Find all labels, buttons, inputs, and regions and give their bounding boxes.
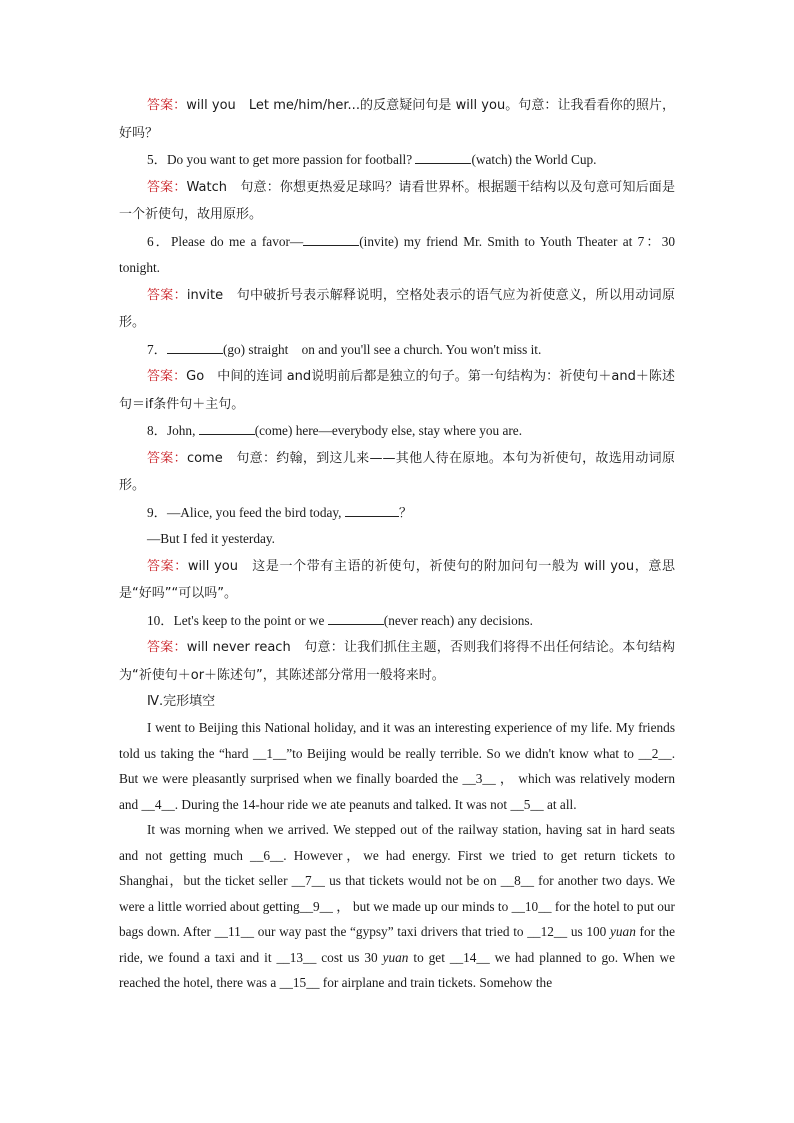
question-prefix: 10．Let's keep to the point or we xyxy=(147,612,328,628)
answer-7 xyxy=(119,363,675,418)
cloze-blank: __9__ xyxy=(299,898,333,914)
question-line2: —But I fed it yesterday. xyxy=(147,531,276,546)
cloze-paragraph-1 xyxy=(119,715,675,817)
currency-word: yuan xyxy=(382,949,409,965)
cloze-text: for another two days. We were a little worried about getting xyxy=(119,873,675,914)
question-9 xyxy=(119,500,675,527)
question-9-reply xyxy=(119,526,675,553)
answer-blank xyxy=(415,150,471,164)
answer-label: 答案： xyxy=(147,558,188,574)
cloze-blank: __2__ xyxy=(638,745,672,761)
cloze-paragraph-2 xyxy=(119,817,675,996)
question-prefix: 9．—Alice, you feed the bird today, xyxy=(147,504,345,520)
answer-label: 答案： xyxy=(147,450,187,466)
answer-text: invite 句中破折号表示解释说明，空格处表示的语气应为祈使意义，所以用动词原形。 xyxy=(119,287,675,330)
document-page xyxy=(119,92,675,996)
question-suffix: (watch) the World Cup. xyxy=(471,152,597,167)
cloze-text: we had planned to go. When we reached the hotel, there was a xyxy=(119,949,675,990)
answer-blank xyxy=(345,503,399,517)
answer-label: 答案： xyxy=(147,179,187,195)
answer-10 xyxy=(119,634,675,689)
question-suffix: (go) straight on and you'll see a church. You won't miss it. xyxy=(222,341,542,357)
cloze-text: us that tickets would not be on xyxy=(324,873,501,888)
question-prefix: 7． xyxy=(147,341,167,357)
answer-4 xyxy=(119,92,675,147)
question-10 xyxy=(119,608,675,635)
cloze-blank: __10__ xyxy=(511,898,552,914)
currency-word: yuan xyxy=(610,924,636,939)
cloze-blank: __13__ xyxy=(276,949,317,965)
question-suffix: (invite) my friend Mr. Smith to Youth Theater at 7：30 tonight. xyxy=(119,233,675,275)
cloze-blank: __14__ xyxy=(449,949,490,965)
answer-text: will you Let me/him/her...的反意疑问句是 will you。句意：让我看看你的照片，好吗？ xyxy=(119,98,675,141)
question-prefix: 5．Do you want to get more passion for football? xyxy=(147,152,416,167)
cloze-blank: __3__ xyxy=(462,771,496,786)
cloze-text: ， but we made up our minds to xyxy=(332,898,512,914)
cloze-blank: __15__ xyxy=(279,975,320,990)
question-8 xyxy=(119,418,675,445)
cloze-text: for the ride, we found a taxi and it xyxy=(119,924,675,965)
answer-label: 答案： xyxy=(147,369,187,384)
answer-8 xyxy=(119,445,675,500)
answer-9 xyxy=(119,553,675,608)
cloze-text: cost us 30 xyxy=(316,949,383,965)
cloze-text: . But we were pleasantly surprised when we finally boarded the xyxy=(119,745,676,786)
answer-blank xyxy=(199,421,255,435)
question-7 xyxy=(119,337,675,364)
cloze-text: at all. xyxy=(543,796,577,812)
cloze-blank: __1__ xyxy=(253,745,287,761)
cloze-blank: __5__ xyxy=(510,796,544,812)
answer-label: 答案： xyxy=(147,640,187,655)
answer-text: Watch 句意：你想更热爱足球吗？请看世界杯。根据题干结构以及句意可知后面是一个祈使句，故用原形。 xyxy=(119,179,675,222)
question-suffix: (never reach) any decisions. xyxy=(383,612,533,628)
cloze-text: for the hotel to put our bags down. After xyxy=(119,898,675,939)
cloze-text: our way past the “gypsy” taxi drivers that tried to xyxy=(254,924,528,939)
answer-blank xyxy=(303,232,359,246)
question-prefix: 8．John, xyxy=(147,423,199,438)
answer-text: come 句意：约翰，到这儿来——其他人待在原地。本句为祈使句，故选用动词原形。 xyxy=(119,450,675,493)
cloze-blank: __6__ xyxy=(250,847,284,863)
cloze-blank: __7__ xyxy=(291,873,325,888)
answer-6 xyxy=(119,282,675,337)
question-5 xyxy=(119,147,675,174)
cloze-blank: __4__ xyxy=(141,796,175,812)
cloze-text: us 100 xyxy=(567,924,610,939)
cloze-text: . During the 14-hour ride we ate peanuts and talked. It was not xyxy=(174,796,511,812)
question-suffix: ？ xyxy=(398,504,413,520)
cloze-text: ”to Beijing would be really terrible. So we didn't know what to xyxy=(286,745,639,761)
section-title: Ⅳ.完形填空 xyxy=(147,694,216,709)
answer-text: Go 中间的连词 and说明前后都是独立的句子。第一句结构为：祈使句＋and＋陈述句＝if条件句＋主句。 xyxy=(119,369,675,412)
answer-label: 答案： xyxy=(147,287,187,303)
question-suffix: (come) here—everybody else, stay where you are. xyxy=(254,423,523,438)
question-prefix: 6．Please do me a favor— xyxy=(147,233,304,249)
question-6 xyxy=(119,229,675,282)
cloze-text: ， which was relatively modern and xyxy=(119,771,675,812)
cloze-text: I went to Beijing this National holiday, and it was an interesting experience of my life. My friends told us taking the “hard xyxy=(119,720,675,761)
answer-5 xyxy=(119,174,675,229)
cloze-blank: __8__ xyxy=(500,873,535,888)
cloze-text: . However，we had energy. First we tried to get return tickets to Shanghai，but the ticket seller xyxy=(119,847,675,888)
cloze-blank: __11__ xyxy=(214,924,255,939)
cloze-text: for airplane and train tickets. Somehow the xyxy=(319,975,553,990)
cloze-text: It was morning when we arrived. We stepped out of the railway station, having sat in hard seats and not getting much xyxy=(119,822,675,863)
answer-text: will never reach 句意：让我们抓住主题，否则我们将得不出任何结论。本句结构为“祈使句＋or＋陈述句”，其陈述部分常用一般将来时。 xyxy=(119,640,675,683)
answer-blank xyxy=(167,340,223,354)
answer-text: will you 这是一个带有主语的祈使句，祈使句的附加问句一般为 will you，意思是“好吗”“可以吗”。 xyxy=(119,558,675,601)
answer-blank xyxy=(328,611,384,625)
cloze-text: to get xyxy=(408,949,450,965)
cloze-blank: __12__ xyxy=(527,924,568,939)
answer-label: 答案： xyxy=(147,98,187,113)
